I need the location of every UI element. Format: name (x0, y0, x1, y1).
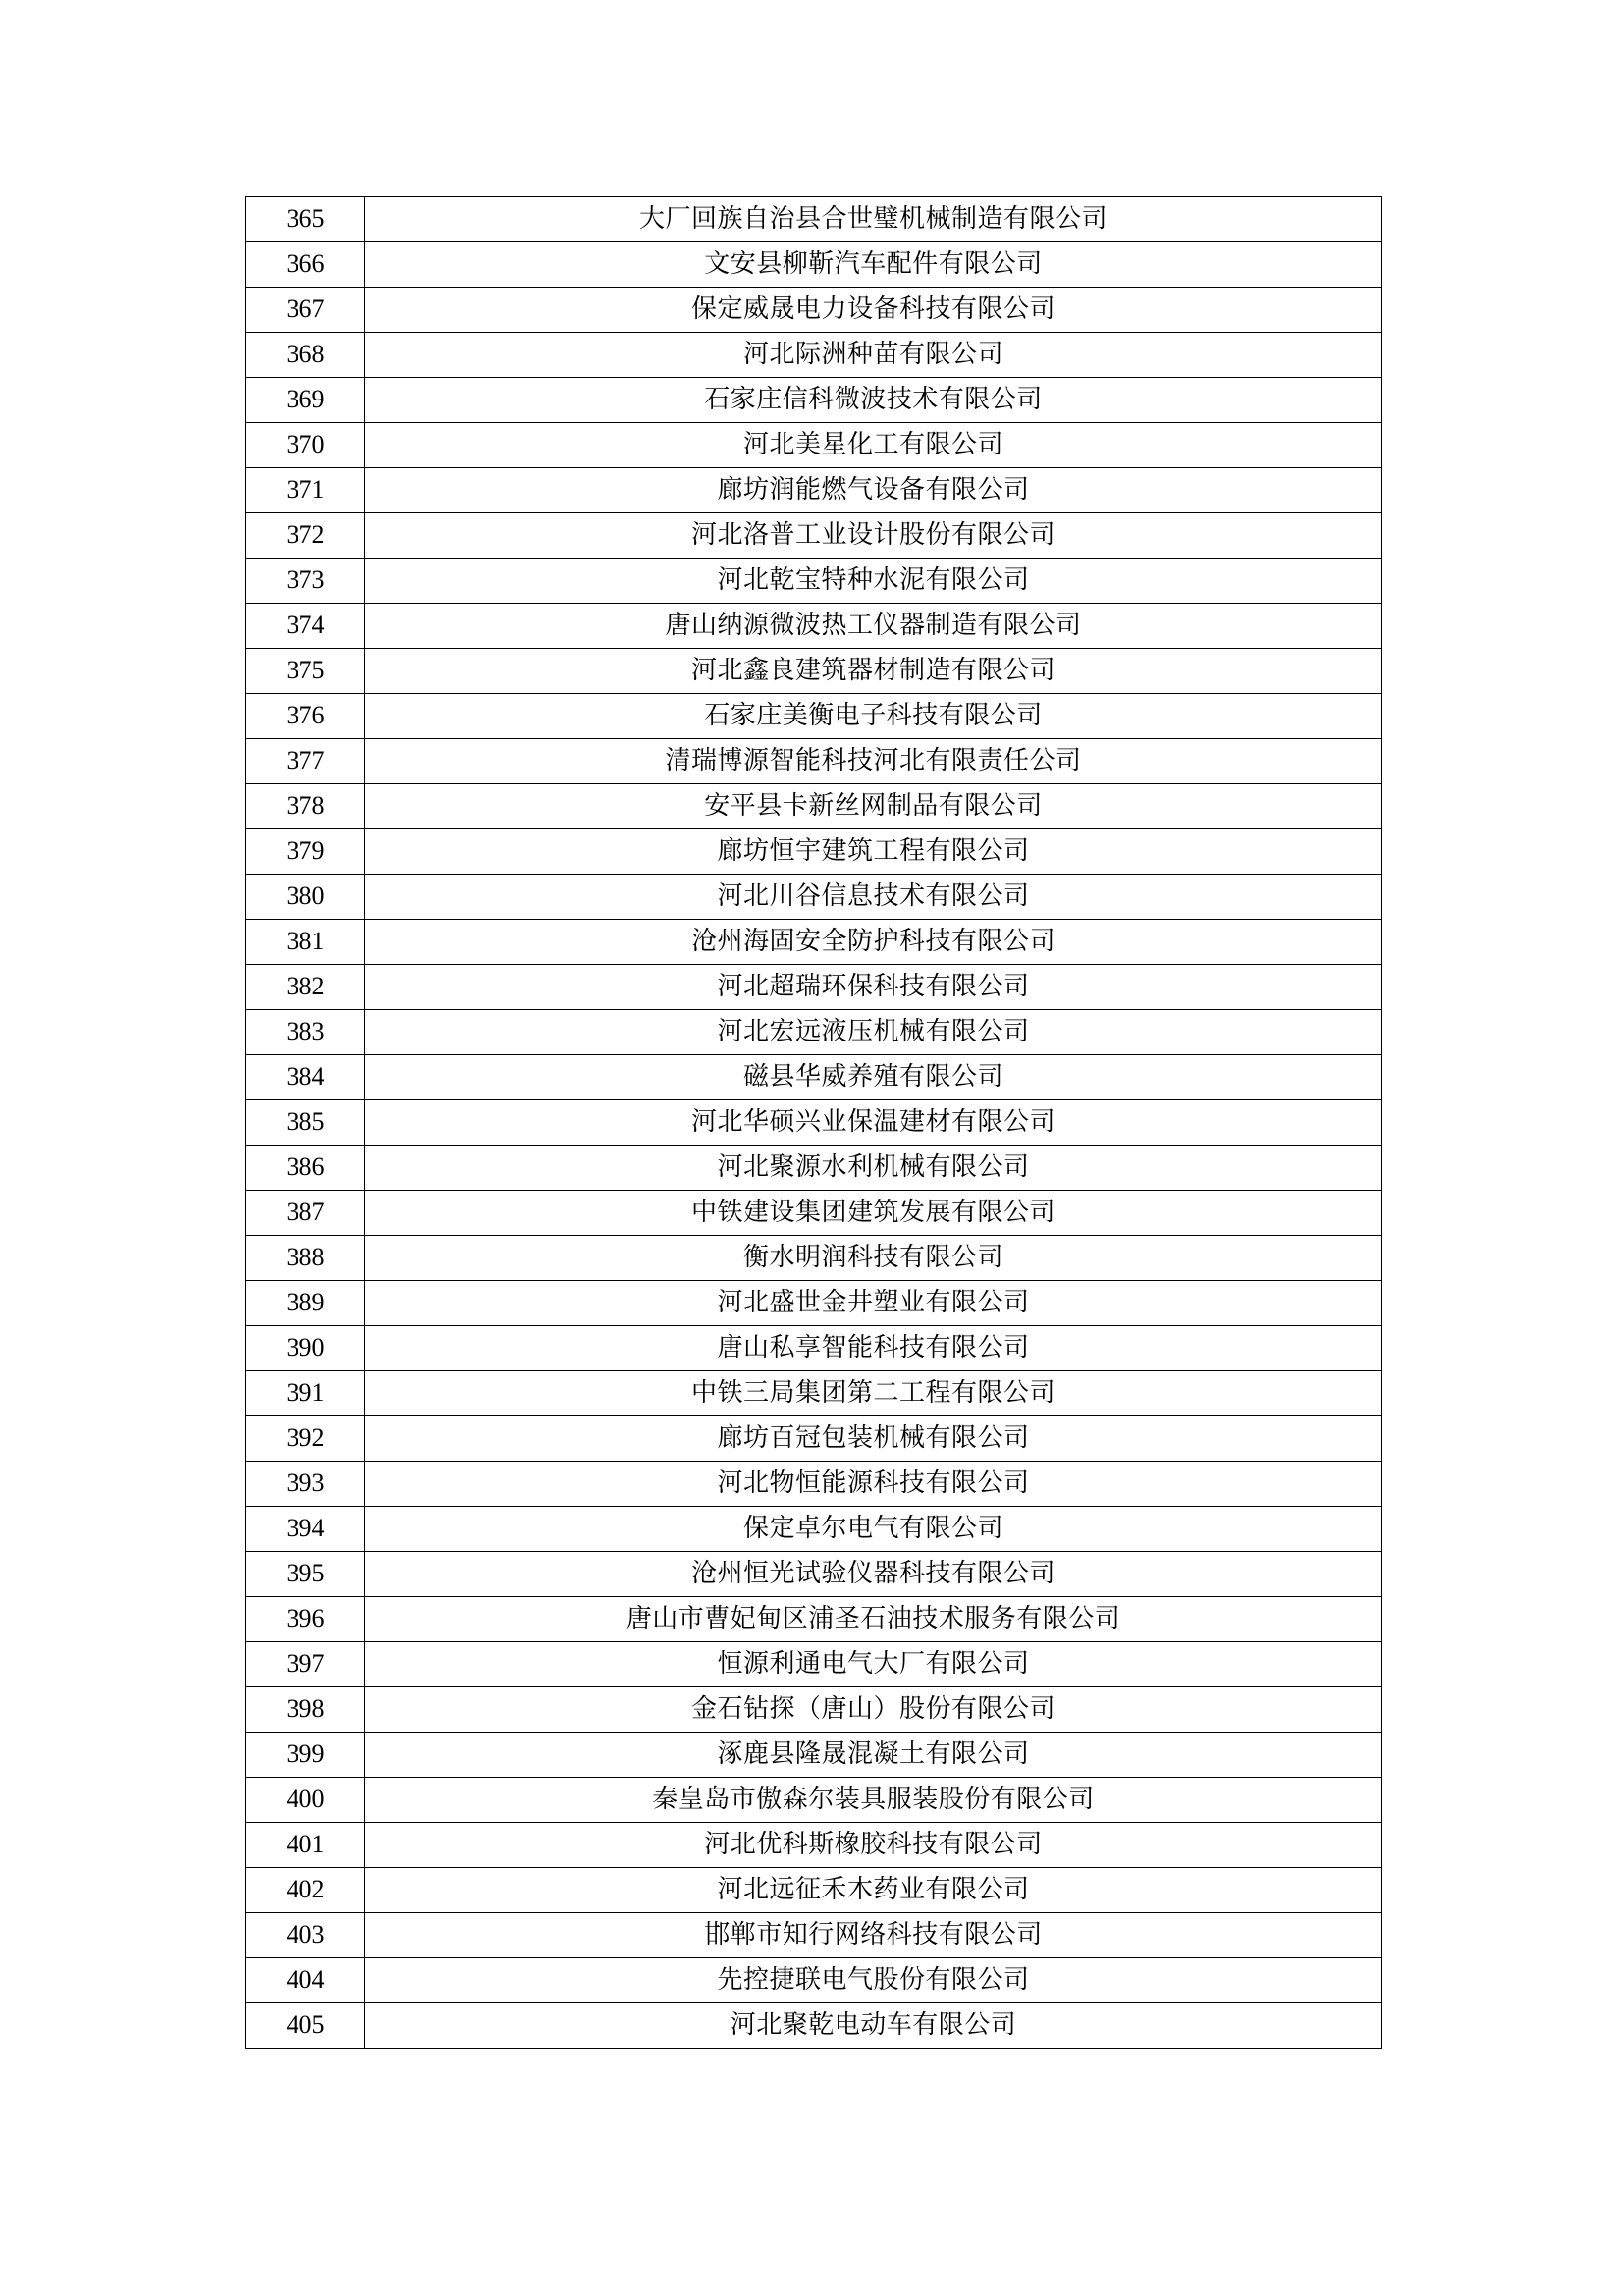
company-name-cell: 沧州海固安全防护科技有限公司 (365, 920, 1382, 965)
row-index-cell: 367 (246, 288, 365, 333)
row-index-cell: 370 (246, 423, 365, 468)
table-row (246, 694, 1382, 739)
company-name-cell: 恒源利通电气大厂有限公司 (365, 1642, 1382, 1687)
row-index-cell: 373 (246, 559, 365, 604)
row-index-cell: 394 (246, 1507, 365, 1552)
table-row (246, 604, 1382, 649)
row-index-cell: 390 (246, 1326, 365, 1371)
row-index-cell: 395 (246, 1552, 365, 1597)
table-row (246, 1146, 1382, 1191)
company-name-cell: 文安县柳靳汽车配件有限公司 (365, 242, 1382, 288)
row-index-cell: 397 (246, 1642, 365, 1687)
row-index-cell: 387 (246, 1191, 365, 1236)
row-index-cell: 372 (246, 513, 365, 559)
table-row (246, 739, 1382, 784)
company-name-cell: 廊坊百冠包装机械有限公司 (365, 1416, 1382, 1462)
company-name-cell: 大厂回族自治县合世璧机械制造有限公司 (365, 197, 1382, 242)
company-name-cell: 涿鹿县隆晟混凝土有限公司 (365, 1733, 1382, 1778)
company-name-cell: 河北际洲种苗有限公司 (365, 333, 1382, 378)
row-index-cell: 388 (246, 1236, 365, 1281)
row-index-cell: 376 (246, 694, 365, 739)
table-row (246, 288, 1382, 333)
table-row (246, 1778, 1382, 1823)
company-name-cell: 河北鑫良建筑器材制造有限公司 (365, 649, 1382, 694)
table-row (246, 197, 1382, 242)
company-name-cell: 河北洛普工业设计股份有限公司 (365, 513, 1382, 559)
table-row (246, 1416, 1382, 1462)
company-name-cell: 河北超瑞环保科技有限公司 (365, 965, 1382, 1010)
row-index-cell: 374 (246, 604, 365, 649)
company-name-cell: 中铁三局集团第二工程有限公司 (365, 1371, 1382, 1416)
row-index-cell: 389 (246, 1281, 365, 1326)
company-name-cell: 河北华硕兴业保温建材有限公司 (365, 1100, 1382, 1146)
table-row (246, 333, 1382, 378)
company-name-cell: 河北聚乾电动车有限公司 (365, 2003, 1382, 2049)
table-row (246, 965, 1382, 1010)
table-row (246, 829, 1382, 875)
company-name-cell: 先控捷联电气股份有限公司 (365, 1958, 1382, 2003)
row-index-cell: 396 (246, 1597, 365, 1642)
company-name-cell: 河北美星化工有限公司 (365, 423, 1382, 468)
table-row (246, 468, 1382, 513)
company-name-cell: 河北远征禾木药业有限公司 (365, 1868, 1382, 1913)
table-row (246, 1823, 1382, 1868)
company-name-cell: 保定威晟电力设备科技有限公司 (365, 288, 1382, 333)
company-name-cell: 河北宏远液压机械有限公司 (365, 1010, 1382, 1055)
table-row (246, 920, 1382, 965)
row-index-cell: 404 (246, 1958, 365, 2003)
row-index-cell: 403 (246, 1913, 365, 1958)
row-index-cell: 399 (246, 1733, 365, 1778)
table-row (246, 1191, 1382, 1236)
company-name-cell: 河北盛世金井塑业有限公司 (365, 1281, 1382, 1326)
table-row (246, 1281, 1382, 1326)
row-index-cell: 392 (246, 1416, 365, 1462)
table-row (246, 1326, 1382, 1371)
row-index-cell: 375 (246, 649, 365, 694)
company-name-cell: 沧州恒光试验仪器科技有限公司 (365, 1552, 1382, 1597)
company-name-cell: 河北川谷信息技术有限公司 (365, 875, 1382, 920)
company-name-cell: 磁县华威养殖有限公司 (365, 1055, 1382, 1100)
table-row (246, 1100, 1382, 1146)
table-row (246, 513, 1382, 559)
table-row (246, 1868, 1382, 1913)
row-index-cell: 386 (246, 1146, 365, 1191)
table-row (246, 1371, 1382, 1416)
company-name-cell: 秦皇岛市傲森尔装具服装股份有限公司 (365, 1778, 1382, 1823)
row-index-cell: 402 (246, 1868, 365, 1913)
row-index-cell: 383 (246, 1010, 365, 1055)
row-index-cell: 379 (246, 829, 365, 875)
table-row (246, 1958, 1382, 2003)
company-name-cell: 衡水明润科技有限公司 (365, 1236, 1382, 1281)
company-name-cell: 清瑞博源智能科技河北有限责任公司 (365, 739, 1382, 784)
company-name-cell: 河北聚源水利机械有限公司 (365, 1146, 1382, 1191)
company-name-cell: 唐山私享智能科技有限公司 (365, 1326, 1382, 1371)
table-row (246, 1913, 1382, 1958)
row-index-cell: 401 (246, 1823, 365, 1868)
table-row (246, 423, 1382, 468)
row-index-cell: 385 (246, 1100, 365, 1146)
table-row (246, 559, 1382, 604)
table-row (246, 1552, 1382, 1597)
table-row (246, 875, 1382, 920)
table-row (246, 784, 1382, 829)
company-name-cell: 唐山市曹妃甸区浦圣石油技术服务有限公司 (365, 1597, 1382, 1642)
table-row (246, 1507, 1382, 1552)
table-row (246, 1642, 1382, 1687)
table-row (246, 1687, 1382, 1733)
table-row (246, 242, 1382, 288)
row-index-cell: 382 (246, 965, 365, 1010)
row-index-cell: 371 (246, 468, 365, 513)
table-row (246, 1055, 1382, 1100)
row-index-cell: 378 (246, 784, 365, 829)
row-index-cell: 393 (246, 1462, 365, 1507)
table-row (246, 1010, 1382, 1055)
row-index-cell: 405 (246, 2003, 365, 2049)
row-index-cell: 377 (246, 739, 365, 784)
table-row (246, 2003, 1382, 2049)
row-index-cell: 381 (246, 920, 365, 965)
company-name-cell: 河北乾宝特种水泥有限公司 (365, 559, 1382, 604)
row-index-cell: 369 (246, 378, 365, 423)
company-listing-table (245, 196, 1382, 2049)
company-name-cell: 安平县卡新丝网制品有限公司 (365, 784, 1382, 829)
company-name-cell: 金石钻探（唐山）股份有限公司 (365, 1687, 1382, 1733)
table-row (246, 1733, 1382, 1778)
company-name-cell: 唐山纳源微波热工仪器制造有限公司 (365, 604, 1382, 649)
company-name-cell: 廊坊恒宇建筑工程有限公司 (365, 829, 1382, 875)
table-row (246, 1236, 1382, 1281)
row-index-cell: 391 (246, 1371, 365, 1416)
company-name-cell: 河北物恒能源科技有限公司 (365, 1462, 1382, 1507)
company-name-cell: 中铁建设集团建筑发展有限公司 (365, 1191, 1382, 1236)
company-name-cell: 保定卓尔电气有限公司 (365, 1507, 1382, 1552)
table-row (246, 1462, 1382, 1507)
table-row (246, 1597, 1382, 1642)
company-name-cell: 廊坊润能燃气设备有限公司 (365, 468, 1382, 513)
row-index-cell: 384 (246, 1055, 365, 1100)
row-index-cell: 380 (246, 875, 365, 920)
table-row (246, 378, 1382, 423)
company-name-cell: 石家庄信科微波技术有限公司 (365, 378, 1382, 423)
company-name-cell: 石家庄美衡电子科技有限公司 (365, 694, 1382, 739)
row-index-cell: 400 (246, 1778, 365, 1823)
row-index-cell: 366 (246, 242, 365, 288)
row-index-cell: 398 (246, 1687, 365, 1733)
row-index-cell: 365 (246, 197, 365, 242)
row-index-cell: 368 (246, 333, 365, 378)
company-name-cell: 邯郸市知行网络科技有限公司 (365, 1913, 1382, 1958)
company-listing-body (246, 197, 1382, 2049)
table-row (246, 649, 1382, 694)
company-name-cell: 河北优科斯橡胶科技有限公司 (365, 1823, 1382, 1868)
